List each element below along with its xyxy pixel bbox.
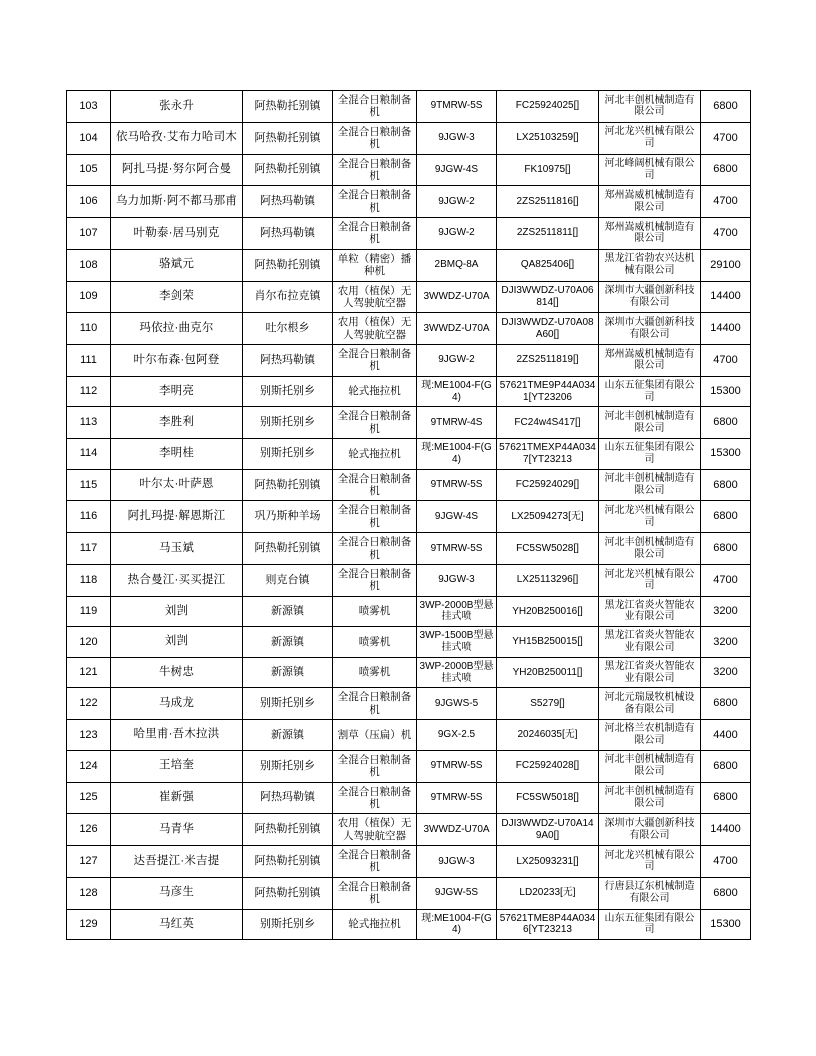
machine-serial: 20246035[无]	[497, 720, 599, 751]
subsidy-amount: 15300	[701, 376, 751, 407]
table-row	[67, 218, 751, 250]
row-index: 105	[67, 154, 111, 186]
machine-model: 9TMRW-5S	[417, 750, 497, 782]
table-row	[67, 439, 751, 470]
township: 新源镇	[243, 596, 333, 627]
machine-category: 全混合日粮制备机	[333, 91, 417, 123]
row-index: 129	[67, 909, 111, 940]
table-row	[67, 782, 751, 814]
row-index: 111	[67, 345, 111, 377]
machine-serial: FC5SW5018[]	[497, 782, 599, 814]
machine-serial: QA825406[]	[497, 249, 599, 281]
machine-model: 9JGW-4S	[417, 154, 497, 186]
manufacturer: 深圳市大疆创新科技有限公司	[599, 281, 701, 313]
machine-model: 9TMRW-5S	[417, 533, 497, 565]
buyer-name: 叶尔布森·包阿登	[111, 345, 243, 377]
machine-model: 3WP-1500B型悬挂式喷	[417, 627, 497, 658]
buyer-name: 叶勒泰·居马别克	[111, 218, 243, 250]
township: 阿热玛勒镇	[243, 782, 333, 814]
manufacturer: 黑龙江省炎火智能农业有限公司	[599, 627, 701, 658]
row-index: 115	[67, 469, 111, 501]
table-row	[67, 846, 751, 878]
township: 别斯托别乡	[243, 376, 333, 407]
manufacturer: 郑州嵩威机械制造有限公司	[599, 345, 701, 377]
machine-model: 9TMRW-5S	[417, 91, 497, 123]
machine-serial: YH15B250015[]	[497, 627, 599, 658]
buyer-name: 刘剀	[111, 627, 243, 658]
manufacturer: 深圳市大疆创新科技有限公司	[599, 814, 701, 846]
machine-model: 3WP-2000B型悬挂式喷	[417, 596, 497, 627]
township: 吐尔根乡	[243, 313, 333, 345]
subsidy-amount: 14400	[701, 281, 751, 313]
buyer-name: 李剑荣	[111, 281, 243, 313]
subsidy-amount: 3200	[701, 596, 751, 627]
subsidy-amount: 4700	[701, 186, 751, 218]
table-row	[67, 501, 751, 533]
row-index: 106	[67, 186, 111, 218]
subsidy-amount: 3200	[701, 657, 751, 688]
machine-category: 全混合日粮制备机	[333, 407, 417, 439]
subsidy-amount: 6800	[701, 533, 751, 565]
machine-model: 9JGW-2	[417, 345, 497, 377]
buyer-name: 阿扎马提·努尔阿合曼	[111, 154, 243, 186]
township: 阿热勒托别镇	[243, 122, 333, 154]
subsidy-amount: 4400	[701, 720, 751, 751]
row-index: 118	[67, 564, 111, 596]
row-index: 126	[67, 814, 111, 846]
machine-model: 3WP-2000B型悬挂式喷	[417, 657, 497, 688]
machine-category: 全混合日粮制备机	[333, 750, 417, 782]
table-row	[67, 720, 751, 751]
manufacturer: 山东五征集团有限公司	[599, 439, 701, 470]
subsidy-amount: 6800	[701, 782, 751, 814]
table-row	[67, 627, 751, 658]
township: 阿热勒托别镇	[243, 846, 333, 878]
machine-serial: LX25113296[]	[497, 564, 599, 596]
row-index: 123	[67, 720, 111, 751]
buyer-name: 哈里甫·吾木拉洪	[111, 720, 243, 751]
machine-category: 轮式拖拉机	[333, 376, 417, 407]
machine-category: 全混合日粮制备机	[333, 846, 417, 878]
buyer-name: 马红英	[111, 909, 243, 940]
row-index: 104	[67, 122, 111, 154]
buyer-name: 玛依拉·曲克尔	[111, 313, 243, 345]
machine-model: 9TMRW-4S	[417, 407, 497, 439]
machine-serial: FC24w4S417[]	[497, 407, 599, 439]
manufacturer: 黑龙江省炎火智能农业有限公司	[599, 657, 701, 688]
machine-serial: LD20233[无]	[497, 877, 599, 909]
machine-category: 轮式拖拉机	[333, 909, 417, 940]
buyer-name: 王培奎	[111, 750, 243, 782]
township: 新源镇	[243, 627, 333, 658]
row-index: 117	[67, 533, 111, 565]
table-row	[67, 407, 751, 439]
buyer-name: 马成龙	[111, 688, 243, 720]
manufacturer: 河北元瑞晟牧机械设备有限公司	[599, 688, 701, 720]
machine-serial: 57621TME9P44A0341[YT23206	[497, 376, 599, 407]
manufacturer: 河北龙兴机械有限公司	[599, 846, 701, 878]
township: 新源镇	[243, 657, 333, 688]
township: 别斯托别乡	[243, 909, 333, 940]
machine-serial: S5279[]	[497, 688, 599, 720]
table-row	[67, 91, 751, 123]
machine-category: 农用（植保）无人驾驶航空器	[333, 814, 417, 846]
subsidy-amount: 6800	[701, 877, 751, 909]
machine-category: 全混合日粮制备机	[333, 877, 417, 909]
machine-category: 全混合日粮制备机	[333, 782, 417, 814]
township: 别斯托别乡	[243, 407, 333, 439]
machine-serial: 57621TMEXP44A0347[YT23213	[497, 439, 599, 470]
machine-model: 3WWDZ-U70A	[417, 281, 497, 313]
manufacturer: 郑州嵩威机械制造有限公司	[599, 186, 701, 218]
township: 新源镇	[243, 720, 333, 751]
subsidy-amount: 6800	[701, 750, 751, 782]
table-row	[67, 688, 751, 720]
machine-category: 全混合日粮制备机	[333, 345, 417, 377]
machine-serial: 2ZS2511811[]	[497, 218, 599, 250]
machine-model: 现:ME1004-F(G4)	[417, 439, 497, 470]
manufacturer: 河北格兰农机制造有限公司	[599, 720, 701, 751]
subsidy-table	[66, 90, 751, 940]
table-row	[67, 281, 751, 313]
machine-model: 9TMRW-5S	[417, 469, 497, 501]
township: 阿热玛勒镇	[243, 186, 333, 218]
row-index: 112	[67, 376, 111, 407]
township: 则克台镇	[243, 564, 333, 596]
machine-category: 农用（植保）无人驾驶航空器	[333, 313, 417, 345]
machine-serial: YH20B250016[]	[497, 596, 599, 627]
subsidy-amount: 4700	[701, 345, 751, 377]
subsidy-amount: 6800	[701, 91, 751, 123]
subsidy-amount: 14400	[701, 814, 751, 846]
machine-category: 全混合日粮制备机	[333, 218, 417, 250]
buyer-name: 叶尔太·叶萨恩	[111, 469, 243, 501]
row-index: 110	[67, 313, 111, 345]
subsidy-amount: 3200	[701, 627, 751, 658]
manufacturer: 山东五征集团有限公司	[599, 909, 701, 940]
machine-model: 现:ME1004-F(G4)	[417, 909, 497, 940]
machine-serial: LX25093231[]	[497, 846, 599, 878]
township: 阿热勒托别镇	[243, 533, 333, 565]
machine-model: 9JGW-2	[417, 186, 497, 218]
machine-category: 全混合日粮制备机	[333, 501, 417, 533]
machine-serial: 57621TME8P44A0346[YT23213	[497, 909, 599, 940]
buyer-name: 马青华	[111, 814, 243, 846]
buyer-name: 崔新强	[111, 782, 243, 814]
buyer-name: 牛树忠	[111, 657, 243, 688]
row-index: 119	[67, 596, 111, 627]
township: 别斯托别乡	[243, 439, 333, 470]
table-row	[67, 564, 751, 596]
machine-serial: 2ZS2511819[]	[497, 345, 599, 377]
row-index: 125	[67, 782, 111, 814]
machine-serial: YH20B250011[]	[497, 657, 599, 688]
township: 阿热勒托别镇	[243, 154, 333, 186]
buyer-name: 李明桂	[111, 439, 243, 470]
buyer-name: 依马哈孜·艾布力哈司木	[111, 122, 243, 154]
table-row	[67, 122, 751, 154]
machine-category: 农用（植保）无人驾驶航空器	[333, 281, 417, 313]
township: 肖尔布拉克镇	[243, 281, 333, 313]
manufacturer: 河北峰阔机械有限公司	[599, 154, 701, 186]
machine-serial: LX25094273[无]	[497, 501, 599, 533]
buyer-name: 马玉斌	[111, 533, 243, 565]
machine-category: 喷雾机	[333, 657, 417, 688]
subsidy-amount: 6800	[701, 154, 751, 186]
machine-model: 现:ME1004-F(G4)	[417, 376, 497, 407]
buyer-name: 达吾提江·米吉提	[111, 846, 243, 878]
machine-model: 9JGW-3	[417, 846, 497, 878]
machine-serial: LX25103259[]	[497, 122, 599, 154]
buyer-name: 阿扎玛提·解恩斯江	[111, 501, 243, 533]
manufacturer: 河北丰创机械制造有限公司	[599, 91, 701, 123]
subsidy-amount: 6800	[701, 407, 751, 439]
row-index: 121	[67, 657, 111, 688]
machine-category: 全混合日粮制备机	[333, 122, 417, 154]
machine-serial: DJI3WWDZ-U70A06814[]	[497, 281, 599, 313]
manufacturer: 河北龙兴机械有限公司	[599, 122, 701, 154]
township: 阿热勒托别镇	[243, 877, 333, 909]
buyer-name: 李明亮	[111, 376, 243, 407]
machine-category: 喷雾机	[333, 627, 417, 658]
machine-serial: FC5SW5028[]	[497, 533, 599, 565]
row-index: 116	[67, 501, 111, 533]
buyer-name: 刘剀	[111, 596, 243, 627]
manufacturer: 山东五征集团有限公司	[599, 376, 701, 407]
row-index: 128	[67, 877, 111, 909]
row-index: 124	[67, 750, 111, 782]
machine-category: 全混合日粮制备机	[333, 469, 417, 501]
machine-serial: DJI3WWDZ-U70A149A0[]	[497, 814, 599, 846]
row-index: 109	[67, 281, 111, 313]
machine-category: 割草（压扁）机	[333, 720, 417, 751]
subsidy-amount: 4700	[701, 218, 751, 250]
table-row	[67, 533, 751, 565]
manufacturer: 河北丰创机械制造有限公司	[599, 750, 701, 782]
table-row	[67, 313, 751, 345]
table-row	[67, 909, 751, 940]
machine-model: 3WWDZ-U70A	[417, 814, 497, 846]
machine-serial: FC25924029[]	[497, 469, 599, 501]
machine-category: 全混合日粮制备机	[333, 688, 417, 720]
subsidy-amount: 6800	[701, 688, 751, 720]
subsidy-amount: 14400	[701, 313, 751, 345]
manufacturer: 行唐县辽东机械制造有限公司	[599, 877, 701, 909]
subsidy-amount: 15300	[701, 909, 751, 940]
manufacturer: 河北丰创机械制造有限公司	[599, 407, 701, 439]
machine-category: 喷雾机	[333, 596, 417, 627]
machine-model: 9JGWS-5	[417, 688, 497, 720]
table-body	[67, 91, 751, 940]
township: 阿热勒托别镇	[243, 249, 333, 281]
machine-serial: FC25924025[]	[497, 91, 599, 123]
table-row	[67, 345, 751, 377]
table-row	[67, 154, 751, 186]
machine-category: 全混合日粮制备机	[333, 186, 417, 218]
machine-serial: DJI3WWDZ-U70A08A60[]	[497, 313, 599, 345]
machine-category: 全混合日粮制备机	[333, 533, 417, 565]
table-row	[67, 596, 751, 627]
manufacturer: 河北龙兴机械有限公司	[599, 501, 701, 533]
buyer-name: 乌力加斯·阿不都马那甫	[111, 186, 243, 218]
machine-category: 单粒（精密）播种机	[333, 249, 417, 281]
machine-category: 全混合日粮制备机	[333, 154, 417, 186]
buyer-name: 骆斌元	[111, 249, 243, 281]
manufacturer: 深圳市大疆创新科技有限公司	[599, 313, 701, 345]
township: 别斯托别乡	[243, 750, 333, 782]
township: 阿热玛勒镇	[243, 345, 333, 377]
subsidy-amount: 6800	[701, 469, 751, 501]
machine-model: 9JGW-2	[417, 218, 497, 250]
machine-model: 2BMQ-8A	[417, 249, 497, 281]
row-index: 108	[67, 249, 111, 281]
manufacturer: 黑龙江省勃农兴达机械有限公司	[599, 249, 701, 281]
buyer-name: 张永升	[111, 91, 243, 123]
machine-model: 9TMRW-5S	[417, 782, 497, 814]
table-row	[67, 877, 751, 909]
table-row	[67, 376, 751, 407]
subsidy-amount: 6800	[701, 501, 751, 533]
machine-serial: 2ZS2511816[]	[497, 186, 599, 218]
table-row	[67, 186, 751, 218]
buyer-name: 马彦生	[111, 877, 243, 909]
machine-model: 9JGW-3	[417, 122, 497, 154]
machine-serial: FK10975[]	[497, 154, 599, 186]
machine-model: 9JGW-3	[417, 564, 497, 596]
machine-model: 9JGW-4S	[417, 501, 497, 533]
manufacturer: 河北龙兴机械有限公司	[599, 564, 701, 596]
buyer-name: 热合曼江·买买提江	[111, 564, 243, 596]
machine-category: 全混合日粮制备机	[333, 564, 417, 596]
machine-serial: FC25924028[]	[497, 750, 599, 782]
township: 阿热勒托别镇	[243, 91, 333, 123]
township: 阿热勒托别镇	[243, 469, 333, 501]
manufacturer: 河北丰创机械制造有限公司	[599, 782, 701, 814]
machine-category: 轮式拖拉机	[333, 439, 417, 470]
manufacturer: 河北丰创机械制造有限公司	[599, 469, 701, 501]
table-row	[67, 657, 751, 688]
table-row	[67, 469, 751, 501]
township: 阿热勒托别镇	[243, 814, 333, 846]
manufacturer: 河北丰创机械制造有限公司	[599, 533, 701, 565]
table-row	[67, 814, 751, 846]
machine-model: 9GX-2.5	[417, 720, 497, 751]
manufacturer: 黑龙江省炎火智能农业有限公司	[599, 596, 701, 627]
buyer-name: 李胜利	[111, 407, 243, 439]
machine-model: 9JGW-5S	[417, 877, 497, 909]
subsidy-amount: 15300	[701, 439, 751, 470]
table-row	[67, 750, 751, 782]
township: 别斯托别乡	[243, 688, 333, 720]
machine-model: 3WWDZ-U70A	[417, 313, 497, 345]
row-index: 114	[67, 439, 111, 470]
row-index: 113	[67, 407, 111, 439]
subsidy-amount: 4700	[701, 122, 751, 154]
subsidy-amount: 29100	[701, 249, 751, 281]
row-index: 103	[67, 91, 111, 123]
township: 阿热玛勒镇	[243, 218, 333, 250]
row-index: 107	[67, 218, 111, 250]
row-index: 127	[67, 846, 111, 878]
subsidy-amount: 4700	[701, 846, 751, 878]
manufacturer: 郑州嵩威机械制造有限公司	[599, 218, 701, 250]
row-index: 122	[67, 688, 111, 720]
subsidy-amount: 4700	[701, 564, 751, 596]
table-row	[67, 249, 751, 281]
row-index: 120	[67, 627, 111, 658]
township: 巩乃斯种羊场	[243, 501, 333, 533]
